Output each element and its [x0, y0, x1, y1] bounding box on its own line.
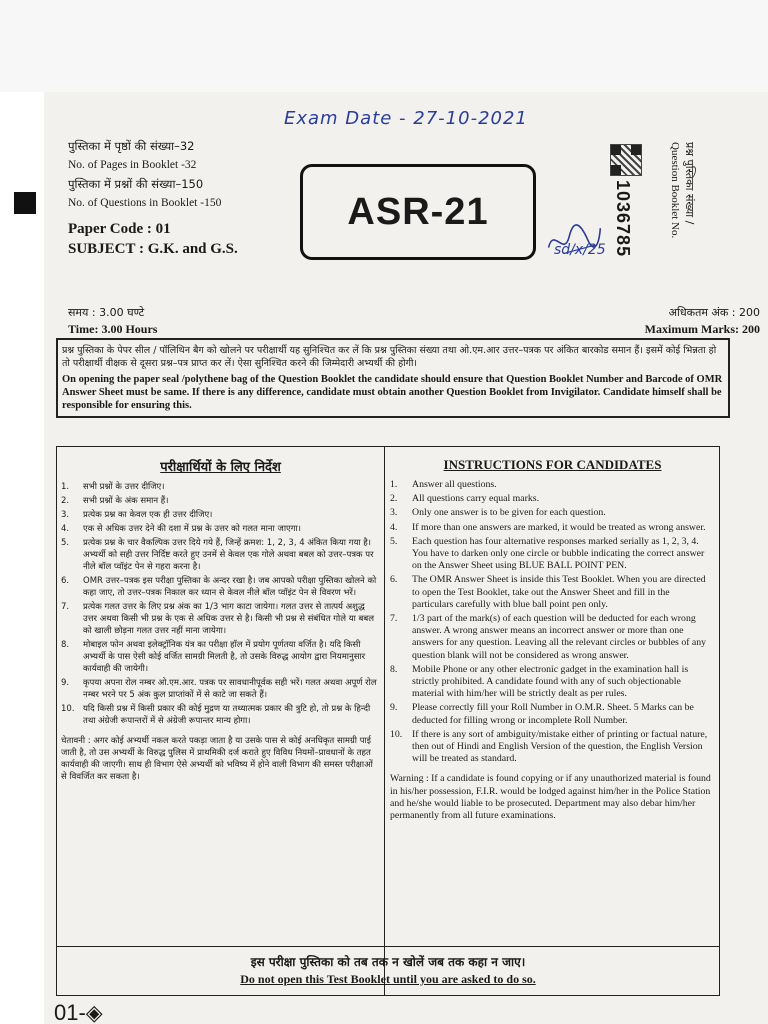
handwritten-exam-date: Exam Date - 27-10-2021: [284, 108, 528, 129]
instruction-text: Answer all questions.: [412, 479, 497, 490]
instruction-text: All questions carry equal marks.: [412, 493, 540, 505]
instructions-hindi: [57, 447, 385, 995]
seal-notice-hindi: प्रश्न पुस्तिका के पेपर सील / पॉलिथिन बैग को खोलने पर परीक्षार्थी यह सुनिश्चित कर लें कि प्रश्न पुस्तिका संख्या तथा ओ.एम.आर उत्तर–पत्रक पर अंकित बारकोड समान हैं। इसमें कोई भिन्नता हो तो परीक्षार्थी वीक्षक से दूसरा प्रश्न–पत्र प्राप्त कर लें। ऐसा सुनिश्चित करने की जिम्मेदारी अभ्यर्थी की होगी।: [62, 345, 717, 369]
instruction-item: [61, 481, 378, 493]
instruction-text: Mobile Phone or any other electronic gadget in the examination hall is strictly prohibited. A candidate found with any of such objectionable material with him/her will be strictly dealt as per rules.: [412, 663, 689, 700]
instruction-number: 4.: [61, 524, 70, 534]
time-info: समय : 3.00 घण्टे Time: 3.00 Hours: [68, 306, 158, 336]
instruction-number: 2.: [61, 496, 70, 506]
instruction-number: 1.: [61, 482, 70, 492]
instruction-number: 9.: [390, 702, 398, 714]
instruction-text: प्रत्येक गलत उत्तर के लिए प्रश्न अंक का 1/3 भाग काटा जायेगा। गलत उत्तर से तात्पर्य अशुद्ध उत्तर अथवा किसी भी प्रश्न के एक से अधिक उत्तर से है। किसी भी प्रश्न से संबंधित गोले या बबल को खाली छोड़ना गलत उत्तर नहीं माना जायेगा।: [83, 602, 375, 636]
instruction-text: Only one answer is to be given for each question.: [412, 507, 606, 519]
booklet-code-box: [300, 164, 536, 260]
instruction-number: 1.: [390, 479, 398, 490]
instruction-item: [390, 729, 713, 766]
pages-english: No. of Pages in Booklet -32: [68, 159, 197, 171]
instructions-hindi-title: परीक्षार्थियों के लिए निर्देश: [160, 460, 281, 475]
seal-notice-english: On opening the paper seal /polythene bag of the Question Booklet the candidate should ensure that Question Booklet Number and Barcode of OMR Answer Sheet must be same. If there is any difference, candidate must obtain another Question Booklet from Invigilator. Candidate himself shall be responsible for ensuring this.: [62, 374, 723, 411]
instruction-item: [390, 507, 713, 519]
warning-english: Warning : If a candidate is found copying or if any unauthorized material is found in his/her possession, F.I.R. would be lodged against him/her in the Police Station and he/she would liable to be prosecuted. Department may also debar him/her permanently from all future examinations.: [390, 773, 711, 822]
handwritten-initials: sd/x/25: [554, 242, 606, 258]
booklet-code: ASR-21: [347, 190, 489, 233]
instruction-item: [61, 523, 378, 535]
instruction-text: OMR उत्तर–पत्रक इस परीक्षा पुस्तिका के अन्दर रखा है। जब आपको परीक्षा पुस्तिका खोलने को कहा जाए, तो उत्तर–पत्रक निकाल कर ध्यान से केवल नीले बॉल प्वॉइंट पेन से विवरण भरें।: [83, 576, 377, 598]
pages-hindi: पुस्तिका में पृष्ठों की संख्या–32: [68, 139, 195, 153]
instruction-text: Please correctly fill your Roll Number in O.M.R. Sheet. 5 Marks can be deducted for filling wrong or incomplete Roll Number.: [412, 702, 694, 726]
instruction-number: 7.: [390, 613, 398, 625]
booklet-number-label: प्रश्न पुस्तिका संख्या / Question Booklet No.: [669, 142, 696, 239]
booklet-info: [68, 137, 238, 259]
marks-info: अधिकतम अंक : 200 Maximum Marks: 200: [644, 306, 760, 336]
questions-hindi: पुस्तिका में प्रश्नों की संख्या–150: [68, 177, 204, 191]
instructions-english-title: INSTRUCTIONS FOR CANDIDATES: [443, 457, 662, 472]
instruction-number: 6.: [61, 576, 70, 586]
instruction-number: 5.: [61, 538, 70, 548]
booklet-serial-number: 1036785: [613, 180, 633, 258]
instruction-text: 1/3 part of the mark(s) of each question will be deducted for each wrong answer. A wrong answer means an incorrect answer or more than one answers for any question. Leaving all the relevant circles or bubbles of any question blank will not be considered as wrong answer.: [412, 613, 707, 661]
instruction-number: 10.: [390, 728, 403, 740]
instruction-item: [390, 479, 713, 491]
do-not-open-banner: [57, 946, 719, 995]
paper-code: Paper Code : 01: [68, 221, 171, 237]
instruction-text: सभी प्रश्नों के अंक समान हैं।: [83, 496, 169, 506]
question-booklet-cover: [44, 92, 768, 1024]
instructions-english-list: [386, 479, 719, 765]
instructions-hindi-list: [57, 481, 384, 727]
subject: SUBJECT : G.K. and G.S.: [68, 241, 238, 257]
instruction-text: एक से अधिक उत्तर देने की दशा में प्रश्न के उत्तर को गलत माना जाएगा।: [83, 524, 301, 534]
instruction-item: [390, 664, 713, 701]
instruction-item: [61, 677, 378, 701]
seal-notice: [56, 338, 730, 418]
instructions-panel: [56, 446, 720, 996]
instruction-number: 5.: [390, 535, 398, 547]
instruction-item: [61, 639, 378, 675]
instruction-item: [61, 495, 378, 507]
instruction-item: [390, 613, 713, 662]
instruction-number: 10.: [61, 704, 75, 714]
instruction-number: 9.: [61, 678, 70, 688]
instruction-text: कृपया अपना रोल नम्बर ओ.एम.आर. पत्रक पर सावधानीपूर्वक सही भरें। गलत अथवा अपूर्ण रोल नम्बर भरने पर 5 अंक कुल प्राप्तांकों में से काटे जा सकते हैं।: [83, 678, 377, 700]
instruction-item: [390, 522, 713, 534]
instruction-text: If there is any sort of ambiguity/mistake either of printing or factual nature, then out of Hindi and English Version of the question, the English Version will be treated as standard.: [412, 728, 708, 765]
instruction-item: [61, 601, 378, 637]
instruction-text: The OMR Answer Sheet is inside this Test Booklet. When you are directed to open the Test Booklet, take out the Answer Sheet and fill in the particulars carefully with blue ball point pen only.: [412, 574, 706, 610]
qr-code-icon: [610, 144, 642, 176]
instruction-item: [61, 575, 378, 599]
instruction-number: 3.: [390, 507, 398, 519]
instruction-number: 6.: [390, 574, 398, 586]
instruction-number: 3.: [61, 510, 70, 520]
instruction-text: Each question has four alternative responses marked serially as 1, 2, 3, 4. You have to darken only one circle or bubble indicating the correct answer on the Answer Sheet using BLUE BALL POINT PEN.: [412, 535, 705, 572]
instruction-number: 2.: [390, 493, 398, 505]
warning-hindi: चेतावनी : अगर कोई अभ्यर्थी नकल करते पकड़ा जाता है या उसके पास से कोई अनधिकृत सामग्री पाई जाती है, तो उस अभ्यर्थी के विरुद्ध पुलिस में प्राथमिकी दर्ज कराते हुए विविध नियमों–प्रावधानों के तहत कार्यवाही की जाएगी। साथ ही विभाग ऐसे अभ्यर्थी को भविष्य में होने वाली विभाग की समस्त परीक्षाओं से विवर्जित कर सकता है।: [61, 736, 373, 782]
instruction-number: 8.: [390, 663, 398, 675]
instruction-text: If more than one answers are marked, it would be treated as wrong answer.: [412, 521, 706, 533]
instruction-text: यदि किसी प्रश्न में किसी प्रकार की कोई मुद्रण या तथ्यात्मक प्रकार की त्रुटि हो, तो प्रश्न के हिन्दी तथा अंग्रेजी रूपान्तरों में से अंग्रेजी रूपान्तर मान्य होगा।: [83, 704, 371, 726]
instruction-text: प्रत्येक प्रश्न के चार वैकल्पिक उत्तर दिये गये हैं, जिन्हें क्रमश: 1, 2, 3, 4 अंकित किया गया है। अभ्यर्थी को सही उत्तर निर्दिष्ट करते हुए उनमें से केवल एक गोले अथवा बबल को उत्तर–पत्रक पर नीले बॉल प्वॉइंट पेन से गहरा करना है।: [83, 538, 374, 572]
instruction-item: [390, 493, 713, 505]
instruction-item: [61, 509, 378, 521]
instruction-item: [61, 703, 378, 727]
do-not-open-hindi: इस परीक्षा पुस्तिका को तब तक न खोलें जब तक कहा न जाए।: [250, 955, 526, 969]
instruction-text: सभी प्रश्नों के उत्तर दीजिए।: [83, 482, 165, 492]
page-code: 01-◈: [54, 1000, 103, 1024]
instruction-number: 4.: [390, 521, 398, 533]
instruction-item: [390, 702, 713, 726]
instruction-item: [390, 536, 713, 573]
instruction-text: मोबाइल फोन अथवा इलेक्ट्रॉनिक यंत्र का परीक्षा हॉल में प्रयोग पूर्णतया वर्जित है। यदि किसी अभ्यर्थी के पास ऐसी कोई वर्जित सामग्री मिलती है, तो उसके विरुद्ध आयोग द्वारा नियमानुसार कार्यवाही की जायेगी।: [83, 640, 366, 674]
do-not-open-english: Do not open this Test Booklet until you are asked to do so.: [240, 972, 536, 986]
registration-mark: [14, 192, 36, 214]
instructions-english: [386, 447, 719, 995]
instruction-number: 8.: [61, 640, 70, 650]
questions-english: No. of Questions in Booklet -150: [68, 197, 222, 209]
scan-background: [0, 0, 768, 92]
instruction-item: [61, 537, 378, 573]
instruction-text: प्रत्येक प्रश्न का केवल एक ही उत्तर दीजिए।: [83, 510, 213, 520]
instruction-item: [390, 574, 713, 611]
instruction-number: 7.: [61, 602, 70, 612]
